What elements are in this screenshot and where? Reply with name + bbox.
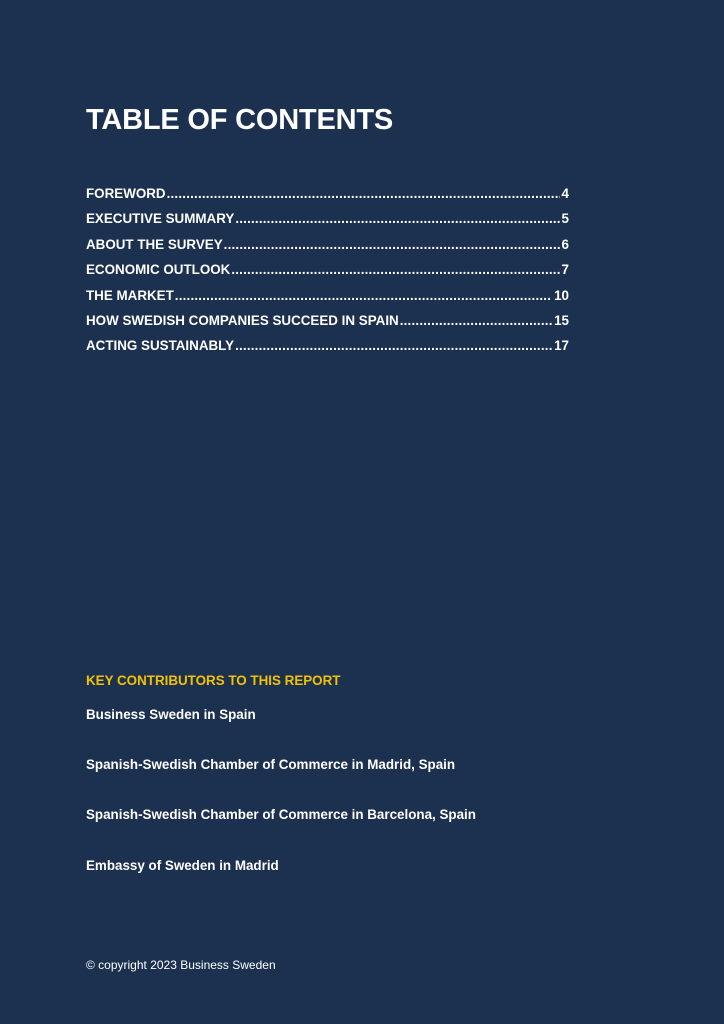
toc-entry-label: ACTING SUSTAINABLY — [86, 338, 235, 354]
toc-page-number: 7 — [561, 262, 569, 278]
toc-page-number: 17 — [554, 338, 569, 354]
toc-entry-foreword[interactable] — [86, 186, 569, 211]
dot-leader — [235, 338, 552, 353]
contributor-item: Spanish-Swedish Chamber of Commerce in Barcelona, Spain — [86, 807, 476, 823]
contributor-item: Business Sweden in Spain — [86, 707, 256, 722]
toc-page-number: 15 — [554, 312, 569, 328]
dot-leader — [400, 313, 552, 328]
contributors-heading: KEY CONTRIBUTORS TO THIS REPORT — [86, 673, 341, 688]
table-of-contents — [86, 186, 569, 364]
copyright-notice: © copyright 2023 Business Sweden — [86, 958, 276, 972]
contributor-item: Spanish-Swedish Chamber of Commerce in Madrid, Spain — [86, 757, 456, 773]
toc-entry-about-the-survey[interactable] — [86, 237, 569, 262]
toc-entry-acting-sustainably[interactable] — [86, 338, 569, 363]
contributor-item: Embassy of Sweden in Madrid — [86, 857, 279, 873]
dot-leader — [175, 288, 552, 303]
toc-entry-label: ABOUT THE SURVEY — [86, 236, 223, 252]
toc-page-number: 6 — [561, 236, 569, 252]
toc-entry-label: EXECUTIVE SUMMARY — [86, 211, 235, 227]
dot-leader — [224, 237, 560, 252]
toc-page-number: 5 — [561, 211, 569, 227]
toc-entry-label: FOREWORD — [86, 186, 166, 201]
toc-entry-economic-outlook[interactable] — [86, 262, 569, 287]
toc-page-number: 10 — [554, 287, 569, 303]
toc-page-number: 4 — [561, 186, 569, 201]
dot-leader — [235, 211, 559, 226]
dot-leader — [167, 186, 560, 201]
dot-leader — [231, 262, 559, 277]
toc-entry-how-swedish-companies-succeed[interactable] — [86, 313, 569, 338]
toc-entry-label: ECONOMIC OUTLOOK — [86, 262, 231, 278]
toc-entry-executive-summary[interactable] — [86, 211, 569, 236]
page-title: TABLE OF CONTENTS — [86, 104, 393, 136]
contributors-list — [86, 707, 476, 908]
toc-entry-the-market[interactable] — [86, 288, 569, 313]
toc-entry-label: THE MARKET — [86, 287, 174, 303]
toc-entry-label: HOW SWEDISH COMPANIES SUCCEED IN SPAIN — [86, 312, 399, 328]
